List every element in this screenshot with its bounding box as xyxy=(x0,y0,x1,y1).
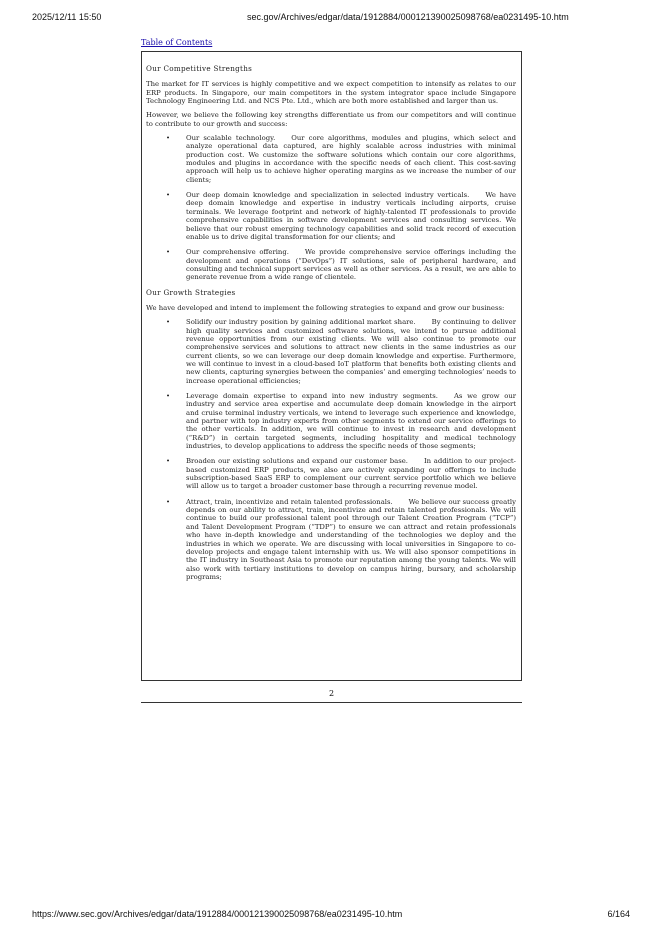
list-item-lead: Broaden our existing solutions and expand our customer base. xyxy=(186,457,408,466)
list-item-text: In addition to our project-based customized ERP products, we also are actively expanding our offerings to include subscription-based SaaS ERP to complement our current service portfolio which we believe will allow us to target a broader customer base through a recurring revenue model. xyxy=(186,457,516,491)
paragraph: The market for IT services is highly competitive and we expect competition to intensify as relates to our ERP products. In Singapore, our main competitors in the system integrator space include Singapore Technology Engineering Ltd. and NCS Pte. Ltd., which are both more established and larger than us. xyxy=(146,80,516,106)
bullet-icon: • xyxy=(166,392,171,400)
list-item-lead: Our deep domain knowledge and specialization in selected industry verticals. xyxy=(186,191,470,200)
list-item-lead: Solidify our industry position by gaining additional market share. xyxy=(186,318,416,327)
bullet-icon: • xyxy=(166,248,171,257)
list-item xyxy=(146,318,516,385)
strategies-list xyxy=(146,318,516,581)
list-item-text: As we grow our industry and service area expertise and accumulate deep domain knowledge in the airport and cruise terminal industry verticals, we intend to leverage such experience and knowledge, and partner with top industry experts from other segments to extend our service offerings to the other verticals. In addition, we will continue to invest in research and development (“R&D”) in certain targeted segments, including hospitality and medical technology industries, to develop applications to address the specific needs of those segments; xyxy=(186,392,516,451)
list-item-text: We provide comprehensive service offerings including the development and operations (“DevOps”) IT solutions, sale of peripheral hardware, and consulting and technical support services as well as other services. As a result, we are able to generate revenue from a wide range of clientele. xyxy=(186,248,516,282)
list-item-lead: Our scalable technology. xyxy=(186,134,276,143)
list-item-text: By continuing to deliver high quality services and customized software solutions, we intend to pursue additional revenue opportunities from our existing clients. We will also continue to promote our comprehensive services and solutions to attract new clients in the same industries as our current clients, so we can leverage our deep domain knowledge and expertise. Furthermore, we will continue to invest in a cloud-based IoT platform that benefits both existing clients and new clients, capturing synergies between the companies’ and emerging technologies’ needs to increase operational efficiencies; xyxy=(186,318,516,385)
list-item xyxy=(146,191,516,241)
list-item xyxy=(146,392,516,450)
print-page-count: 6/164 xyxy=(607,909,630,919)
table-of-contents-link[interactable]: Table of Contents xyxy=(141,38,213,47)
page-divider xyxy=(141,702,522,703)
list-item-lead: Attract, train, incentivize and retain talented professionals. xyxy=(186,497,393,506)
list-item-text: Our core algorithms, modules and plugins, which select and analyze operational data captured, are highly scalable across industries with minimal production cost. We customize the software solutions which contain our core algorithms, modules and plugins in accordance with the specific needs of each client. This cost-saving approach will help us to achieve higher operating margins as we increase the number of our clients; xyxy=(186,134,516,184)
bullet-icon: • xyxy=(166,318,171,327)
page-number: 2 xyxy=(328,689,335,698)
section-heading-growth-strategies: Our Growth Strategies xyxy=(146,287,236,297)
bullet-icon: • xyxy=(166,134,171,143)
document-page-frame xyxy=(141,51,522,681)
list-item-lead: Leverage domain expertise to expand into new industry segments. xyxy=(186,392,438,400)
print-url: https://www.sec.gov/Archives/edgar/data/1912884/000121390025098768/ea0231495-10.htm xyxy=(32,909,403,919)
paragraph: We have developed and intend to implement the following strategies to expand and grow our business: xyxy=(146,303,505,312)
list-item-text: We believe our success greatly depends on our ability to attract, train, incentivize and retain talented professionals. We will continue to build our professional talent pool through our Talent Creation Program (“TCP”) and Talent Development Program (“TDP”) to ensure we can attract and retain professionals who have in-depth knowledge and understanding of the technologies we deploy and the industries in which we operate. We are discussing with local universities in Singapore to co-develop projects and engage talent internship with us. We will also sponsor competitions in the IT industry in Southeast Asia to promote our reputation among the young talents. We will also work with tertiary institutions to develop on campus hiring, bursary, and scholarship programs; xyxy=(186,497,516,581)
list-item xyxy=(146,498,516,581)
list-item xyxy=(146,457,516,490)
paragraph: However, we believe the following key strengths differentiate us from our competitors and will continue to contribute to our growth and success: xyxy=(146,111,516,128)
strengths-list xyxy=(146,134,516,282)
document-content xyxy=(146,65,516,588)
browser-print-footer xyxy=(32,909,630,923)
section-heading-competitive-strengths: Our Competitive Strengths xyxy=(146,64,253,73)
list-item-lead: Our comprehensive offering. xyxy=(186,248,289,257)
browser-print-header xyxy=(32,12,630,26)
list-item xyxy=(146,248,516,281)
print-page-title: sec.gov/Archives/edgar/data/1912884/000121390025098768/ea0231495-10.htm xyxy=(247,12,569,22)
print-datetime: 2025/12/11 15:50 xyxy=(32,12,102,22)
list-item xyxy=(146,134,516,184)
bullet-icon: • xyxy=(166,497,171,506)
list-item-text: We have deep domain knowledge and expertise in industry verticals including airports, cruise terminals. We leverage footprint and network of highly-talented IT professionals to provide comprehensive capabilities in software development services and consulting services. We believe that our robust emerging technology capabilities and solid track record of execution enable us to drive digital transformation for our clients; and xyxy=(186,191,516,241)
bullet-icon: • xyxy=(166,191,171,200)
bullet-icon: • xyxy=(166,457,171,466)
